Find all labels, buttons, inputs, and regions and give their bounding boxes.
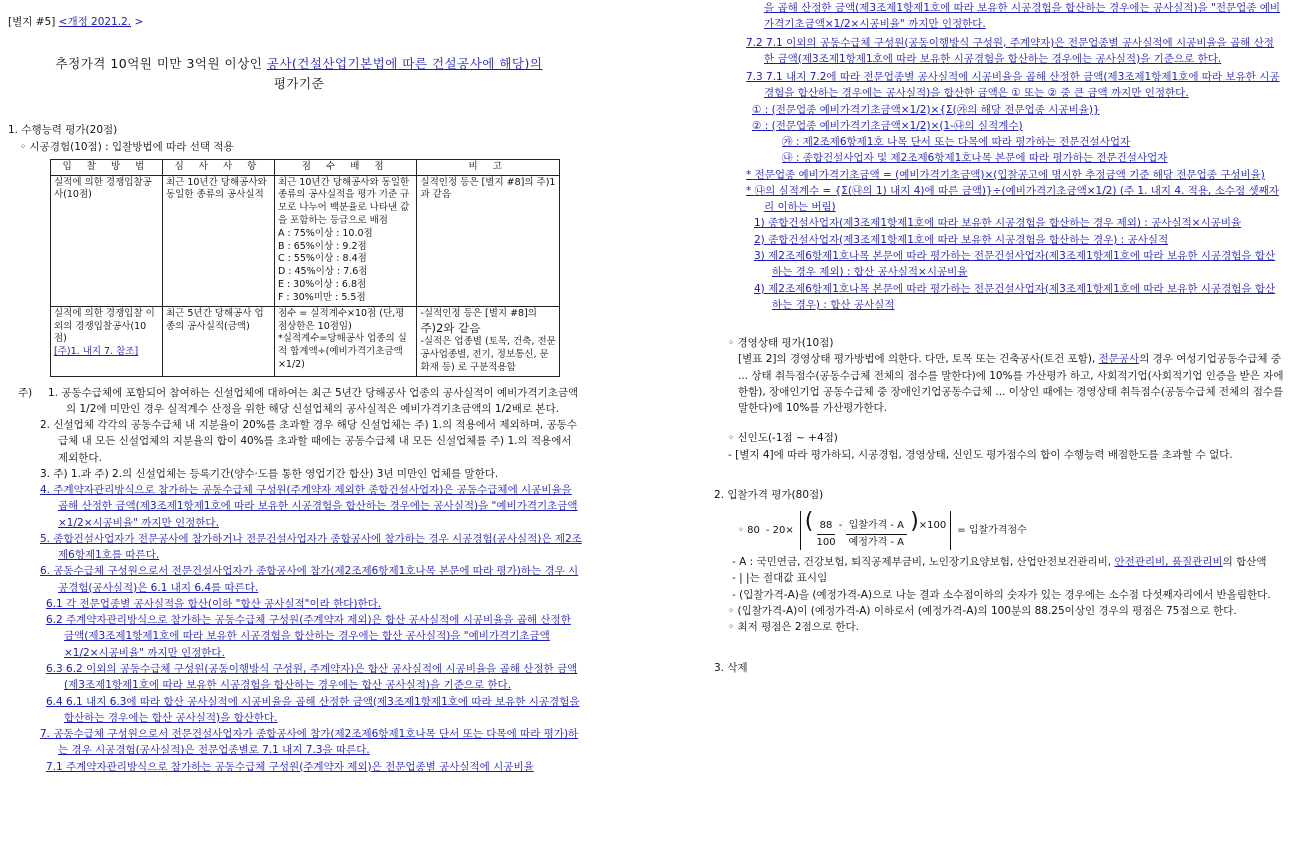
list-item: 2) 종합건설사업자(제3조제1항제1호에 따라 보유한 시공경험을 합산하는 경우) : 공사실적 [754, 233, 1169, 246]
def-c: - (입찰가격-A)을 (예정가격-A)으로 나눈 결과 소수점이하의 숫자가 있는 경우에는 소수점 다섯째자리에서 반올림한다. [732, 588, 1271, 601]
score-table [50, 159, 560, 377]
case-2b: ㉯ : 종합건설사업자 및 제2조제6항제1호나목 본문에 따라 평가하는 전문건설사업자 [782, 152, 1168, 165]
table-header-row: 입 찰 방 법 심 사 사 항 점 수 배 점 비 고 [51, 159, 560, 175]
chevron-icon: > [134, 16, 144, 28]
def-e: ◦ 최저 평점은 2점으로 한다. [728, 621, 859, 634]
price-formula: ◦ 80 - 20× ( $\frac{88}{100}$ - $\frac{\text{입찰가격 - A}}{\text{예정가격 - A}}$ )×100 = 입찰가격점수 [738, 511, 1284, 550]
amended-notes [8, 482, 590, 775]
right-column [714, 0, 1284, 676]
table-row: 실적에 의한 경쟁입찰공사(10점) 최근 10년간 당해공사와 동일한 종류의 공사실적 최근 10년간 당해공사와 동일한 종류의 공사실적을 평가 기준 규모로 나누어 백분율로 나타낸 값을 포함하는 등급으로 배점 A : 75%이상 : 10.0점 B : 65%이상 : 9.2점 C : 55%이상 : 8.4점 D : 45%이상 : 7.6점 E : 30%이상 : 6.8점 F : 30%미만 : 5.5점 실적인정 등은 [별지 #8]의 주)1과 같음 [51, 175, 560, 306]
form-tag: [별지 #5] [8, 16, 56, 28]
construction-experience-heading: ◦ 시공경험(10점) : 입찰방법에 따라 선택 적용 [20, 140, 234, 153]
amended-note: 7.1 주계약자관리방식으로 참가하는 공동수급체 구성원(주계약자 제외)은 전문업종별 공사실적에 시공비율 [46, 760, 534, 773]
credit-heading: ◦ 신인도(-1점 ~ +4점) [728, 432, 838, 445]
amended-note: 6.3 6.2 이외의 공동수급체 구성원(공동이행방식 구성원, 주계약자)은 합산 공사실적에 시공비율을 곱해 산정한 금액(제3조제1항제1호에 따라 보유한 시공경험을 합산하는 경우에는 합산 공사실적)을 기준으로 한다. [46, 663, 578, 692]
revision-link[interactable]: <개정 2021.2. [58, 16, 132, 28]
amended-note: 6.2 주계약자관리방식으로 참가하는 공동수급체 구성원(주계약자 제외)은 합산 공사실적에 시공비율을 곱해 산정한 금액(제3조제1항제1호에 따라 보유한 시공경험을 합산하는 경우에는 합산 공사실적)을 "예비가격기초금액×1/2×시공비율" 까지만 인정한다. [46, 614, 571, 659]
amended-note: 4. 주계약자관리방식으로 참가하는 공동수급체 구성원(주계약자 제외한 종합건설사업자)은 공동수급체에 시공비율을 곱해 산정한 금액(제3조제1항제1호에 따라 보유한 시공경험을 합산하는 경우에는 공사실적)을 "예비가격기초금액×1/2×시공비율" 까지만 인정한다. [40, 484, 578, 529]
case-2: ② : (전문업종 예비가격기초금액×1/2)×(1-㉯의 실적계수) [752, 119, 1023, 132]
section-3-heading: 3. 삭제 [714, 661, 748, 674]
def-d: ◦ (입찰가격-A)이 (예정가격-A) 이하로서 (예정가격-A)의 100분의 88.25이상인 경우의 평점은 75점으로 한다. [728, 604, 1237, 617]
credit-body: - [별지 4]에 따라 평가하되, 시공경험, 경영상태, 신인도 평가점수의 합이 수행능력 배점한도를 초과할 수 없다. [728, 448, 1233, 461]
list-item: 3) 제2조제6항제1호나목 본문에 따라 평가하는 전문건설사업자(제3조제1항제1호에 따라 보유한 시공경험을 합산하는 경우 제외) : 합산 공사실적×시공비율 [754, 249, 1276, 279]
def-b: - | |는 절대값 표시임 [732, 572, 828, 585]
amended-note: 7. 공동수급체 구성원으로서 전문건설사업자가 종합공사에 참가(제2조제6항제1호나목 단서 또는 다목에 따라 평가)하는 경우 시공경험(공사실적)은 전문업종별로 7.1 내지 7.3을 따른다. [40, 728, 579, 757]
star-note-2: * ㉯의 실적계수 = {Σ(㉯의 1) 내지 4)에 따른 금액)}÷(예비가격기초금액×1/2) (주 1. 내지 4. 적용, 소수점 셋째자리 이하는 버림) [746, 184, 1279, 214]
safety-fee-link[interactable]: 안전관리비, 품질관리비 [1114, 556, 1223, 569]
list-item: 1) 종합건설사업자(제3조제1항제1호에 따라 보유한 시공경험을 합산하는 경우 제외) : 공사실적×시공비율 [754, 217, 1242, 230]
special-work-link[interactable]: 전문공사 [1098, 353, 1140, 366]
list-item: 4) 제2조제6항제1호나목 본문에 따라 평가하는 전문건설사업자(제3조제1항제1호에 따라 보유한 시공경험을 합산하는 경우) : 합산 공사실적 [754, 282, 1276, 311]
note-7-3: 7.3 7.1 내지 7.2에 따라 전문업종별 공사실적에 시공비율을 곱해 산정한 금액(제3조제1항제1호에 따라 보유한 시공경험을 합산하는 경우에는 공사실적)을 합산한 금액은 ① 또는 ② 중 큰 금액 까지만 인정한다. [746, 71, 1280, 100]
amended-note: 5. 종합건설사업자가 전문공사에 참가하거나 전문건설사업자가 종합공사에 참가하는 경우 시공경험(공사실적)은 제2조제6항제1호를 따른다. [40, 532, 582, 562]
notes-block: 주) 1. 공동수급체에 포함되어 참여하는 신설업체에 대하여는 최근 5년간 당해공사 업종의 공사실적이 예비가격기초금액의 1/2에 미만인 경우 실적계수 산정을 위한 해당 신설업체의 공사실적은 예비가격기초금액의 1/2배로 본다. 2. 신설업체 각각의 공동수급체 내 지분율이 20%를 초과할 경우 해당 신설업체는 주) 1.의 적용에서 제외하며, 공동수급체 내 모든 신설업체의 지분율의 합이 40%를 초과할 때에는 공동수급체 내 모든 신설업체를 주) 1.의 적용에서 제외한다. 3. 주) 1.과 주) 2.의 신설업체는 등록기간(양수·도를 통한 영업기간 합산) 3년 미만인 업체를 말한다. 4. 주계약자관리방식으로 참가하는 공동수급체 구성원(주계약자 제외한 종합건설사업자)은 공동수급체에 시공비율을 곱해 산정한 금액(제3조제1항제1호에 따라 보유한 시공경험을 합산하는 경우에는 공사실적)을 "예비가격기초금액×1/2×시공비율" 까지만 인정한다. 5. 종합건설사업자가 전문공사에 참가하거나 전문건설사업자가 종합공사에 참가하는 경우 시공경험(공사실적)은 제2조제6항제1호를 따른다. 6. 공동수급체 구성원으로서 전문건설사업자가 종합공사에 참가(제2조제6항제1호나목 본문에 따라 평가)하는 경우 시공경험(공사실적)은 6.1 내지 6.4를 따른다. 6.1 각 전문업종별 공사실적을 합산(이하 "합산 공사실적"이라 한다)한다. 6.2 주계약자관리방식으로 참가하는 공동수급체 구성원(주계약자 제외)은 합산 공사실적에 시공비율을 곱해 산정한 금액(제3조제1항제1호에 따라 보유한 시공경험을 합산하는 경우에는 합산 공사실적)을 "예비가격기초금액×1/2×시공비율" 까지만 인정한다. 6.3 6.2 이외의 공동수급체 구성원(공동이행방식 구성원, 주계약자)은 합산 공사실적에 시공비율을 곱해 산정한 금액(제3조제1항제1호에 따라 보유한 시공경험을 합산하는 경우에는 합산 공사실적)을 기준으로 한다. 6.4 6.1 내지 6.3에 따라 합산 공사실적에 시공비율을 곱해 산정한 금액(제3조제1항제1호에 따라 보유한 시공경험을 합산하는 경우에는 합산 공사실적)을 합산한다. 7. 공동수급체 구성원으로서 전문건설사업자가 종합공사에 참가(제2조제6항제1호나목 단서 또는 다목에 따라 평가)하는 경우 시공경험(공사실적)은 전문업종별로 7.1 내지 7.3을 따른다. 7.1 주계약자관리방식으로 참가하는 공동수급체 구성원(주계약자 제외)은 전문업종별 공사실적에 시공비율 [8, 385, 590, 775]
table-row: 실적에 의한 경쟁입찰 이외의 경쟁입찰공사(10점) [주)1. 내지 7. 참조] 최근 5년간 당해공사 업종의 공사실적(금액) 점수 = 실적계수×10점 (단,평점상한은 10점임) *실적계수=당해공사 업종의 실적 합계액÷(예비가격기초금액×1/2) -실적인정 등은 [별지 #8]의 주)2와 같음 -실적은 업종별 (토목, 건축, 전문 공사업종별, 전기, 정보통신, 문화재 등) 로 구분적용함 [51, 306, 560, 376]
note-3: 3. 주) 1.과 주) 2.의 신설업체는 등록기간(양수·도를 통한 영업기간 합산) 3년 미만인 업체를 말한다. [40, 467, 499, 480]
performance-list [728, 215, 1284, 313]
page-title: 추정가격 10억원 미만 3억원 이상인 공사(건설산업기본법에 따른 건설공사에 해당)의 평가기준 [55, 56, 543, 92]
amended-note: 6.1 각 전문업종별 공사실적을 합산(이하 "합산 공사실적"이라 한다)한다. [46, 597, 382, 610]
document-header [8, 14, 590, 30]
note-2: 2. 신설업체 각각의 공동수급체 내 지분율이 20%를 초과할 경우 해당 신설업체는 주) 1.의 적용에서 제외하며, 공동수급체 내 모든 신설업체의 지분율의 합이 40%를 초과할 때에는 공동수급체 내 모든 신설업체를 주) 1.의 적용에서 제외한다. [40, 419, 578, 464]
section-1-heading: 1. 수행능력 평가(20점) [8, 124, 118, 137]
amended-note: 6. 공동수급체 구성원으로서 전문건설사업자가 종합공사에 참가(제2조제6항제1호나목 본문에 따라 평가)하는 경우 시공경험(공사실적)은 6.1 내지 6.4를 따른다. [40, 565, 579, 594]
case-2a: ㉮ : 제2조제6항제1호 나목 단서 또는 다목에 따라 평가하는 전문건설사업자 [782, 136, 1131, 149]
section-2-heading: 2. 입찰가격 평가(80점) [714, 488, 824, 501]
note-1: 1. 공동수급체에 포함되어 참여하는 신설업체에 대하여는 최근 5년간 당해공사 업종의 공사실적이 예비가격기초금액의 1/2에 미만인 경우 실적계수 산정을 위한 해당 신설업체의 공사실적은 예비가격기초금액의 1/2배로 본다. [48, 386, 579, 415]
note-7-2: 7.2 7.1 이외의 공동수급체 구성원(공동이행방식 구성원, 주계약자)은 전문업종별 공사실적에 시공비율을 곱해 산정한 금액(제3조제1항제1호에 따라 보유한 시공경험을 합산하는 경우에는 공사실적)을 기준으로 한다. [746, 36, 1274, 65]
biz-body: [별표 2]의 경영상태 평가방법에 의한다. 다만, 토목 또는 건축공사(토건 포함), 전문공사의 경우 여성기업공동수급체 중 ... 상태 취득점수(공동수급체 전체의 점수를 말한다)에 10%를 가산평가 하고, 사회적기업(사회적기업 인증을 받은 자에 한함), 장애인기업 공동수급체 중 장애인기업공동수급체 ... 이상인 때에는 경영상태 취득점수(공동수급체 전체의 점수를 말한다)에 10%를 가산평가한다. [738, 353, 1284, 415]
case-1: ① : (전문업종 예비가격기초금액×1/2)×{Σ(㉮의 해당 전문업종 시공비율)} [752, 103, 1100, 116]
title-link[interactable]: 공사(건설산업기본법에 따른 건설공사에 해당)의 [266, 56, 543, 72]
notes-reference-link[interactable]: [주)1. 내지 7. 참조] [54, 346, 139, 358]
left-column [8, 0, 590, 775]
def-a: - A : 국민연금, 건강보험, 퇴직공제부금비, 노인장기요양보험, 산업안전보건관리비, 안전관리비, 품질관리비의 합산액 [732, 556, 1267, 569]
biz-heading: ◦ 경영상태 평가(10점) [728, 337, 834, 350]
amended-note: 6.4 6.1 내지 6.3에 따라 합산 공사실적에 시공비율을 곱해 산정한 금액(제3조제1항제1호에 따라 보유한 시공경험을 합산하는 경우에는 합산 공사실적)을 합산한다. [46, 695, 580, 724]
star-note-1: * 전문업종 예비가격기초금액 = (예비가격기초금액)×(입찰공고에 명시한 추정금액 기준 해당 전문업종 구성비율) [746, 168, 1265, 181]
continued-text: 을 곱해 산정한 금액(제3조제1항제1호에 따라 보유한 시공경험을 합산하는 경우에는 공사실적)을 "전문업종 예비가격기초금액×1/2×시공비율" 까지만 인정한다. [764, 2, 1281, 31]
